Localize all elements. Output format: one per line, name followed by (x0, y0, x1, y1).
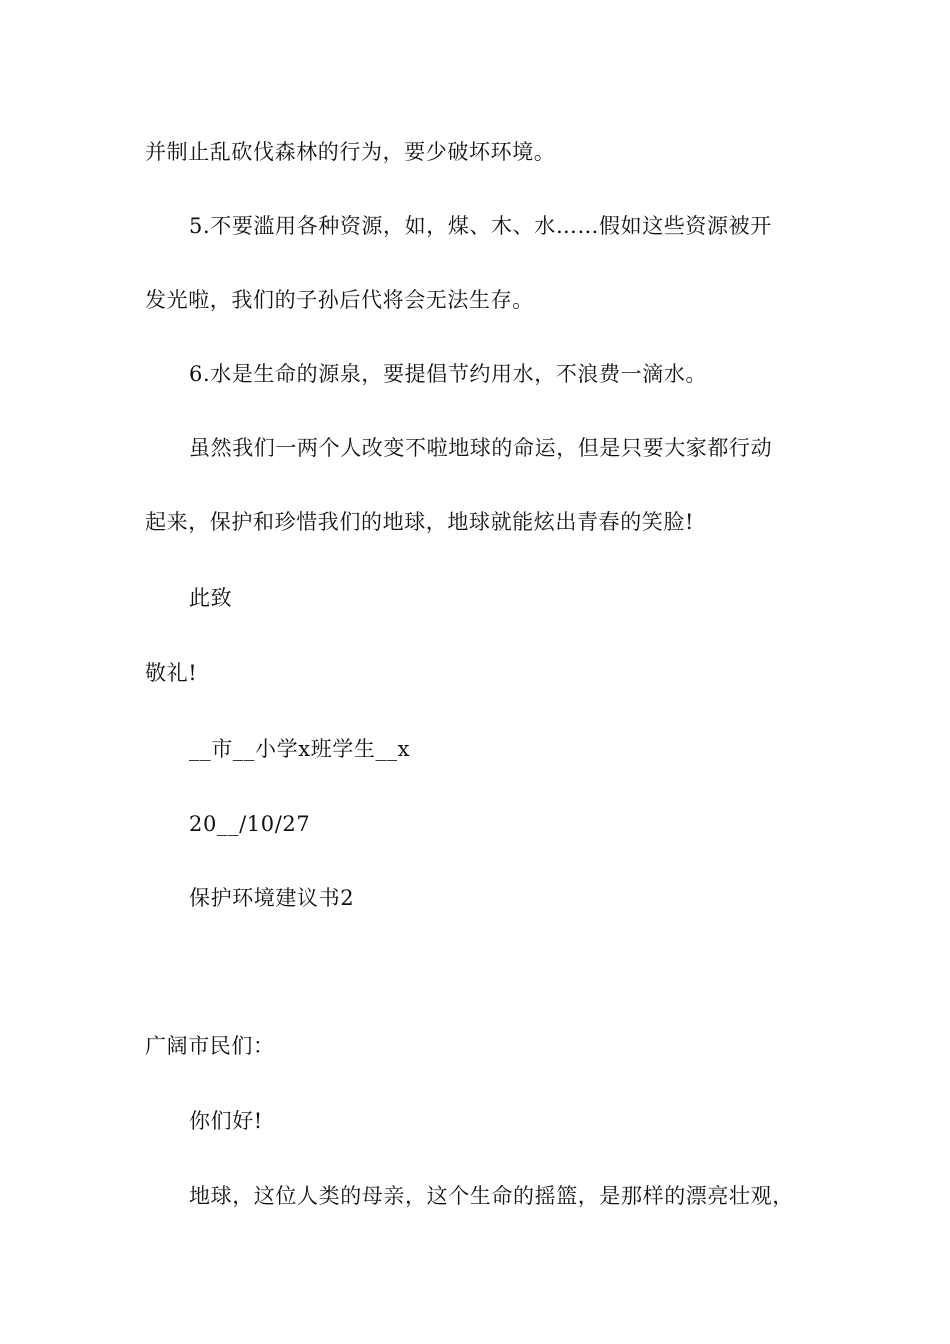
paragraph-line-7: 地球，这位人类的母亲，这个生命的摇篮，是那样的漂亮壮观， (189, 1184, 794, 1208)
signature-line: __市__小学x班学生__x (189, 737, 411, 761)
section-title: 保护环境建议书2 (189, 886, 355, 910)
closing-salutation: 此致 (189, 586, 233, 610)
date-line: 20__/10/27 (189, 812, 311, 836)
paragraph-line-3: 发光啦，我们的子孙后代将会无法生存。 (145, 288, 534, 312)
paragraph-line-4: 6.水是生命的源泉，要提倡节约用水，不浪费一滴水。 (189, 362, 708, 386)
paragraph-line-6: 起来，保护和珍惜我们的地球，地球就能炫出青春的笑脸! (145, 510, 695, 534)
greeting-line: 你们好! (189, 1109, 263, 1133)
paragraph-line-5: 虽然我们一两个人改变不啦地球的命运，但是只要大家都行动 (189, 436, 773, 460)
paragraph-line-2: 5.不要滥用各种资源，如，煤、木、水……假如这些资源被开 (189, 214, 772, 238)
greeting-addressee: 广阔市民们： (145, 1034, 275, 1058)
paragraph-line-1: 并制止乱砍伐森林的行为，要少破坏环境。 (145, 140, 556, 164)
closing-regards: 敬礼! (145, 661, 198, 685)
